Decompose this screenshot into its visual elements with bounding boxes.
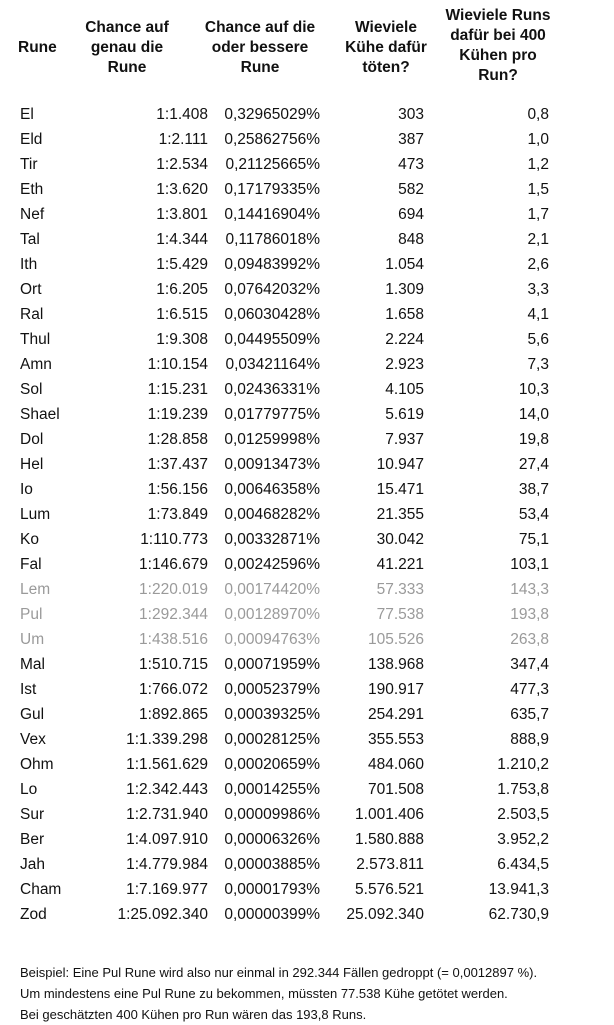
- rune-name: Gul: [20, 706, 45, 723]
- header-cows-to-kill: Wieviele Kühe dafür töten?: [345, 19, 427, 76]
- runs-count: 53,4: [518, 506, 549, 523]
- table-row: [0, 227, 614, 252]
- better-chance: 0,25862756%: [224, 131, 320, 148]
- exact-chance: 1:2.111: [158, 131, 208, 148]
- cows-count: 848: [398, 231, 424, 248]
- table-row: [0, 402, 614, 427]
- table-row: [0, 202, 614, 227]
- rune-name: Ber: [20, 831, 45, 848]
- better-chance: 0,00071959%: [224, 656, 320, 673]
- exact-chance: 1:220.019: [139, 581, 208, 598]
- rune-name: Ort: [20, 281, 42, 298]
- runs-count: 477,3: [510, 681, 549, 698]
- better-chance: 0,00052379%: [224, 681, 320, 698]
- exact-chance: 1:438.516: [139, 631, 208, 648]
- header-exact-chance: Chance auf genau die Rune: [85, 19, 169, 76]
- table-row: [0, 602, 614, 627]
- rune-name: Io: [20, 481, 33, 498]
- rune-name: Lum: [20, 506, 51, 523]
- better-chance: 0,00332871%: [224, 531, 320, 548]
- better-chance: 0,00020659%: [224, 756, 320, 773]
- cows-count: 1.309: [385, 281, 424, 298]
- example-line-2: Um mindestens eine Pul Rune zu bekommen, müssten 77.538 Kühe getötet werden.: [20, 986, 508, 1001]
- table-row: [0, 277, 614, 302]
- runs-count: 62.730,9: [488, 906, 549, 923]
- exact-chance: 1:37.437: [147, 456, 208, 473]
- cows-count: 254.291: [367, 706, 424, 723]
- exact-chance: 1:292.344: [139, 606, 208, 623]
- cows-count: 303: [398, 106, 424, 123]
- rune-name: Vex: [20, 731, 46, 748]
- cows-count: 77.538: [376, 606, 424, 623]
- cows-count: 1.658: [385, 306, 424, 323]
- runs-count: 263,8: [510, 631, 549, 648]
- rune-name: Eld: [20, 131, 43, 148]
- example-line-1: Beispiel: Eine Pul Rune wird also nur einmal in 292.344 Fällen gedroppt (= 0,0012897 %).: [20, 965, 538, 980]
- exact-chance: 1:73.849: [147, 506, 208, 523]
- runs-count: 27,4: [518, 456, 549, 473]
- rune-name: Sur: [20, 806, 45, 823]
- cows-count: 25.092.340: [346, 906, 424, 923]
- table-row: [0, 102, 614, 127]
- runs-count: 14,0: [518, 406, 549, 423]
- table-row: [0, 552, 614, 577]
- rune-table-body: [0, 102, 614, 927]
- table-row: [0, 902, 614, 927]
- exact-chance: 1:1.408: [156, 106, 208, 123]
- rune-name: Sol: [20, 381, 43, 398]
- exact-chance: 1:25.092.340: [117, 906, 208, 923]
- rune-name: Fal: [20, 556, 42, 573]
- exact-chance: 1:5.429: [156, 256, 208, 273]
- better-chance: 0,11786018%: [225, 231, 320, 248]
- rune-name: Ko: [20, 531, 39, 548]
- cows-count: 2.224: [385, 331, 424, 348]
- better-chance: 0,07642032%: [224, 281, 320, 298]
- table-row: [0, 352, 614, 377]
- table-row: [0, 577, 614, 602]
- cows-count: 190.917: [367, 681, 424, 698]
- header-better-chance: Chance auf die oder bessere Rune: [204, 19, 316, 76]
- exact-chance: 1:4.097.910: [126, 831, 208, 848]
- cows-count: 30.042: [376, 531, 424, 548]
- cows-count: 10.947: [376, 456, 424, 473]
- rune-name: Ohm: [20, 756, 54, 773]
- cows-count: 21.355: [376, 506, 424, 523]
- better-chance: 0,00094763%: [224, 631, 320, 648]
- table-row: [0, 377, 614, 402]
- table-row: [0, 302, 614, 327]
- cows-count: 355.553: [367, 731, 424, 748]
- runs-count: 103,1: [510, 556, 549, 573]
- runs-count: 5,6: [527, 331, 549, 348]
- table-row: [0, 127, 614, 152]
- exact-chance: 1:3.801: [156, 206, 208, 223]
- runs-count: 38,7: [518, 481, 549, 498]
- runs-count: 10,3: [518, 381, 549, 398]
- table-row: [0, 177, 614, 202]
- exact-chance: 1:1.561.629: [126, 756, 208, 773]
- table-row: [0, 702, 614, 727]
- table-row: [0, 802, 614, 827]
- runs-count: 2.503,5: [497, 806, 549, 823]
- cows-count: 5.576.521: [355, 881, 424, 898]
- better-chance: 0,00242596%: [224, 556, 320, 573]
- table-row: [0, 427, 614, 452]
- better-chance: 0,00039325%: [224, 706, 320, 723]
- exact-chance: 1:146.679: [139, 556, 208, 573]
- better-chance: 0,04495509%: [224, 331, 320, 348]
- header-rune: Rune: [18, 39, 57, 56]
- better-chance: 0,01779775%: [224, 406, 320, 423]
- better-chance: 0,01259998%: [224, 431, 320, 448]
- header-runs-needed: Wieviele Runs dafür bei 400 Kühen pro Run?: [445, 7, 551, 84]
- better-chance: 0,00913473%: [224, 456, 320, 473]
- runs-count: 2,1: [527, 231, 549, 248]
- runs-count: 143,3: [510, 581, 549, 598]
- exact-chance: 1:3.620: [156, 181, 208, 198]
- rune-name: Tal: [20, 231, 40, 248]
- runs-count: 3.952,2: [497, 831, 549, 848]
- better-chance: 0,00174420%: [224, 581, 320, 598]
- exact-chance: 1:4.344: [156, 231, 208, 248]
- table-row: [0, 852, 614, 877]
- table-row: [0, 827, 614, 852]
- rune-name: Dol: [20, 431, 44, 448]
- cows-count: 484.060: [367, 756, 424, 773]
- exact-chance: 1:15.231: [147, 381, 208, 398]
- runs-count: 347,4: [510, 656, 549, 673]
- table-row: [0, 152, 614, 177]
- better-chance: 0,21125665%: [225, 156, 320, 173]
- better-chance: 0,14416904%: [224, 206, 320, 223]
- runs-count: 193,8: [510, 606, 549, 623]
- rune-name: Ral: [20, 306, 44, 323]
- better-chance: 0,06030428%: [224, 306, 320, 323]
- rune-name: Cham: [20, 881, 62, 898]
- table-row: [0, 452, 614, 477]
- exact-chance: 1:892.865: [139, 706, 208, 723]
- exact-chance: 1:4.779.984: [126, 856, 208, 873]
- cows-count: 5.619: [385, 406, 424, 423]
- cows-count: 7.937: [385, 431, 424, 448]
- runs-count: 6.434,5: [497, 856, 549, 873]
- exact-chance: 1:2.342.443: [126, 781, 208, 798]
- table-row: [0, 677, 614, 702]
- exact-chance: 1:6.205: [156, 281, 208, 298]
- rune-name: Thul: [20, 331, 51, 348]
- table-row: [0, 327, 614, 352]
- runs-count: 1.753,8: [497, 781, 549, 798]
- cows-count: 1.054: [385, 256, 424, 273]
- better-chance: 0,02436331%: [224, 381, 320, 398]
- exact-chance: 1:19.239: [147, 406, 208, 423]
- runs-count: 888,9: [510, 731, 549, 748]
- cows-count: 473: [398, 156, 424, 173]
- rune-name: Eth: [20, 181, 44, 198]
- cows-count: 387: [398, 131, 424, 148]
- runs-count: 75,1: [518, 531, 549, 548]
- rune-name: Tir: [20, 156, 38, 173]
- rune-name: Lo: [20, 781, 38, 798]
- better-chance: 0,00128970%: [224, 606, 320, 623]
- table-row: [0, 477, 614, 502]
- better-chance: 0,32965029%: [224, 106, 320, 123]
- runs-count: 0,8: [527, 106, 549, 123]
- better-chance: 0,00001793%: [224, 881, 320, 898]
- rune-name: Amn: [20, 356, 52, 373]
- table-row: [0, 777, 614, 802]
- better-chance: 0,00646358%: [224, 481, 320, 498]
- exact-chance: 1:56.156: [147, 481, 208, 498]
- exact-chance: 1:2.534: [156, 156, 208, 173]
- cows-count: 4.105: [385, 381, 424, 398]
- better-chance: 0,03421164%: [225, 356, 320, 373]
- rune-name: Ist: [20, 681, 37, 698]
- runs-count: 1,0: [527, 131, 549, 148]
- runs-count: 19,8: [518, 431, 549, 448]
- exact-chance: 1:9.308: [156, 331, 208, 348]
- rune-name: Ith: [20, 256, 38, 273]
- better-chance: 0,00006326%: [224, 831, 320, 848]
- better-chance: 0,00000399%: [224, 906, 320, 923]
- example-line-3: Bei geschätzten 400 Kühen pro Run wären das 193,8 Runs.: [20, 1007, 367, 1022]
- cows-count: 1.580.888: [355, 831, 424, 848]
- runs-count: 1.210,2: [497, 756, 549, 773]
- example-note: [20, 962, 610, 1025]
- cows-count: 105.526: [367, 631, 424, 648]
- runs-count: 7,3: [527, 356, 549, 373]
- runs-count: 2,6: [527, 256, 549, 273]
- exact-chance: 1:1.339.298: [126, 731, 208, 748]
- rune-name: Lem: [20, 581, 51, 598]
- table-row: [0, 252, 614, 277]
- table-header: [0, 0, 614, 100]
- exact-chance: 1:510.715: [139, 656, 208, 673]
- table-row: [0, 527, 614, 552]
- cows-count: 138.968: [367, 656, 424, 673]
- better-chance: 0,00003885%: [224, 856, 320, 873]
- exact-chance: 1:10.154: [147, 356, 208, 373]
- cows-count: 15.471: [376, 481, 424, 498]
- cows-count: 57.333: [376, 581, 424, 598]
- cows-count: 582: [398, 181, 424, 198]
- better-chance: 0,09483992%: [224, 256, 320, 273]
- rune-name: Mal: [20, 656, 45, 673]
- cows-count: 41.221: [376, 556, 424, 573]
- rune-name: Shael: [20, 406, 60, 423]
- runs-count: 1,2: [527, 156, 549, 173]
- table-row: [0, 652, 614, 677]
- rune-name: Um: [20, 631, 45, 648]
- exact-chance: 1:766.072: [139, 681, 208, 698]
- runs-count: 13.941,3: [488, 881, 549, 898]
- exact-chance: 1:7.169.977: [126, 881, 208, 898]
- rune-name: Jah: [20, 856, 45, 873]
- cows-count: 701.508: [367, 781, 424, 798]
- table-row: [0, 627, 614, 652]
- rune-name: El: [20, 106, 34, 123]
- runs-count: 635,7: [510, 706, 549, 723]
- table-row: [0, 752, 614, 777]
- exact-chance: 1:110.773: [140, 531, 208, 548]
- cows-count: 1.001.406: [355, 806, 424, 823]
- cows-count: 2.923: [385, 356, 424, 373]
- better-chance: 0,17179335%: [224, 181, 320, 198]
- better-chance: 0,00014255%: [224, 781, 320, 798]
- table-row: [0, 877, 614, 902]
- runs-count: 3,3: [527, 281, 549, 298]
- rune-name: Nef: [20, 206, 45, 223]
- runs-count: 1,7: [527, 206, 549, 223]
- better-chance: 0,00009986%: [224, 806, 320, 823]
- better-chance: 0,00028125%: [224, 731, 320, 748]
- cows-count: 2.573.811: [356, 856, 424, 873]
- rune-name: Zod: [20, 906, 47, 923]
- table-row: [0, 502, 614, 527]
- exact-chance: 1:6.515: [156, 306, 208, 323]
- cows-count: 694: [398, 206, 424, 223]
- runs-count: 4,1: [527, 306, 549, 323]
- rune-name: Hel: [20, 456, 44, 473]
- table-row: [0, 727, 614, 752]
- rune-name: Pul: [20, 606, 43, 623]
- runs-count: 1,5: [527, 181, 549, 198]
- exact-chance: 1:28.858: [147, 431, 208, 448]
- better-chance: 0,00468282%: [224, 506, 320, 523]
- exact-chance: 1:2.731.940: [126, 806, 208, 823]
